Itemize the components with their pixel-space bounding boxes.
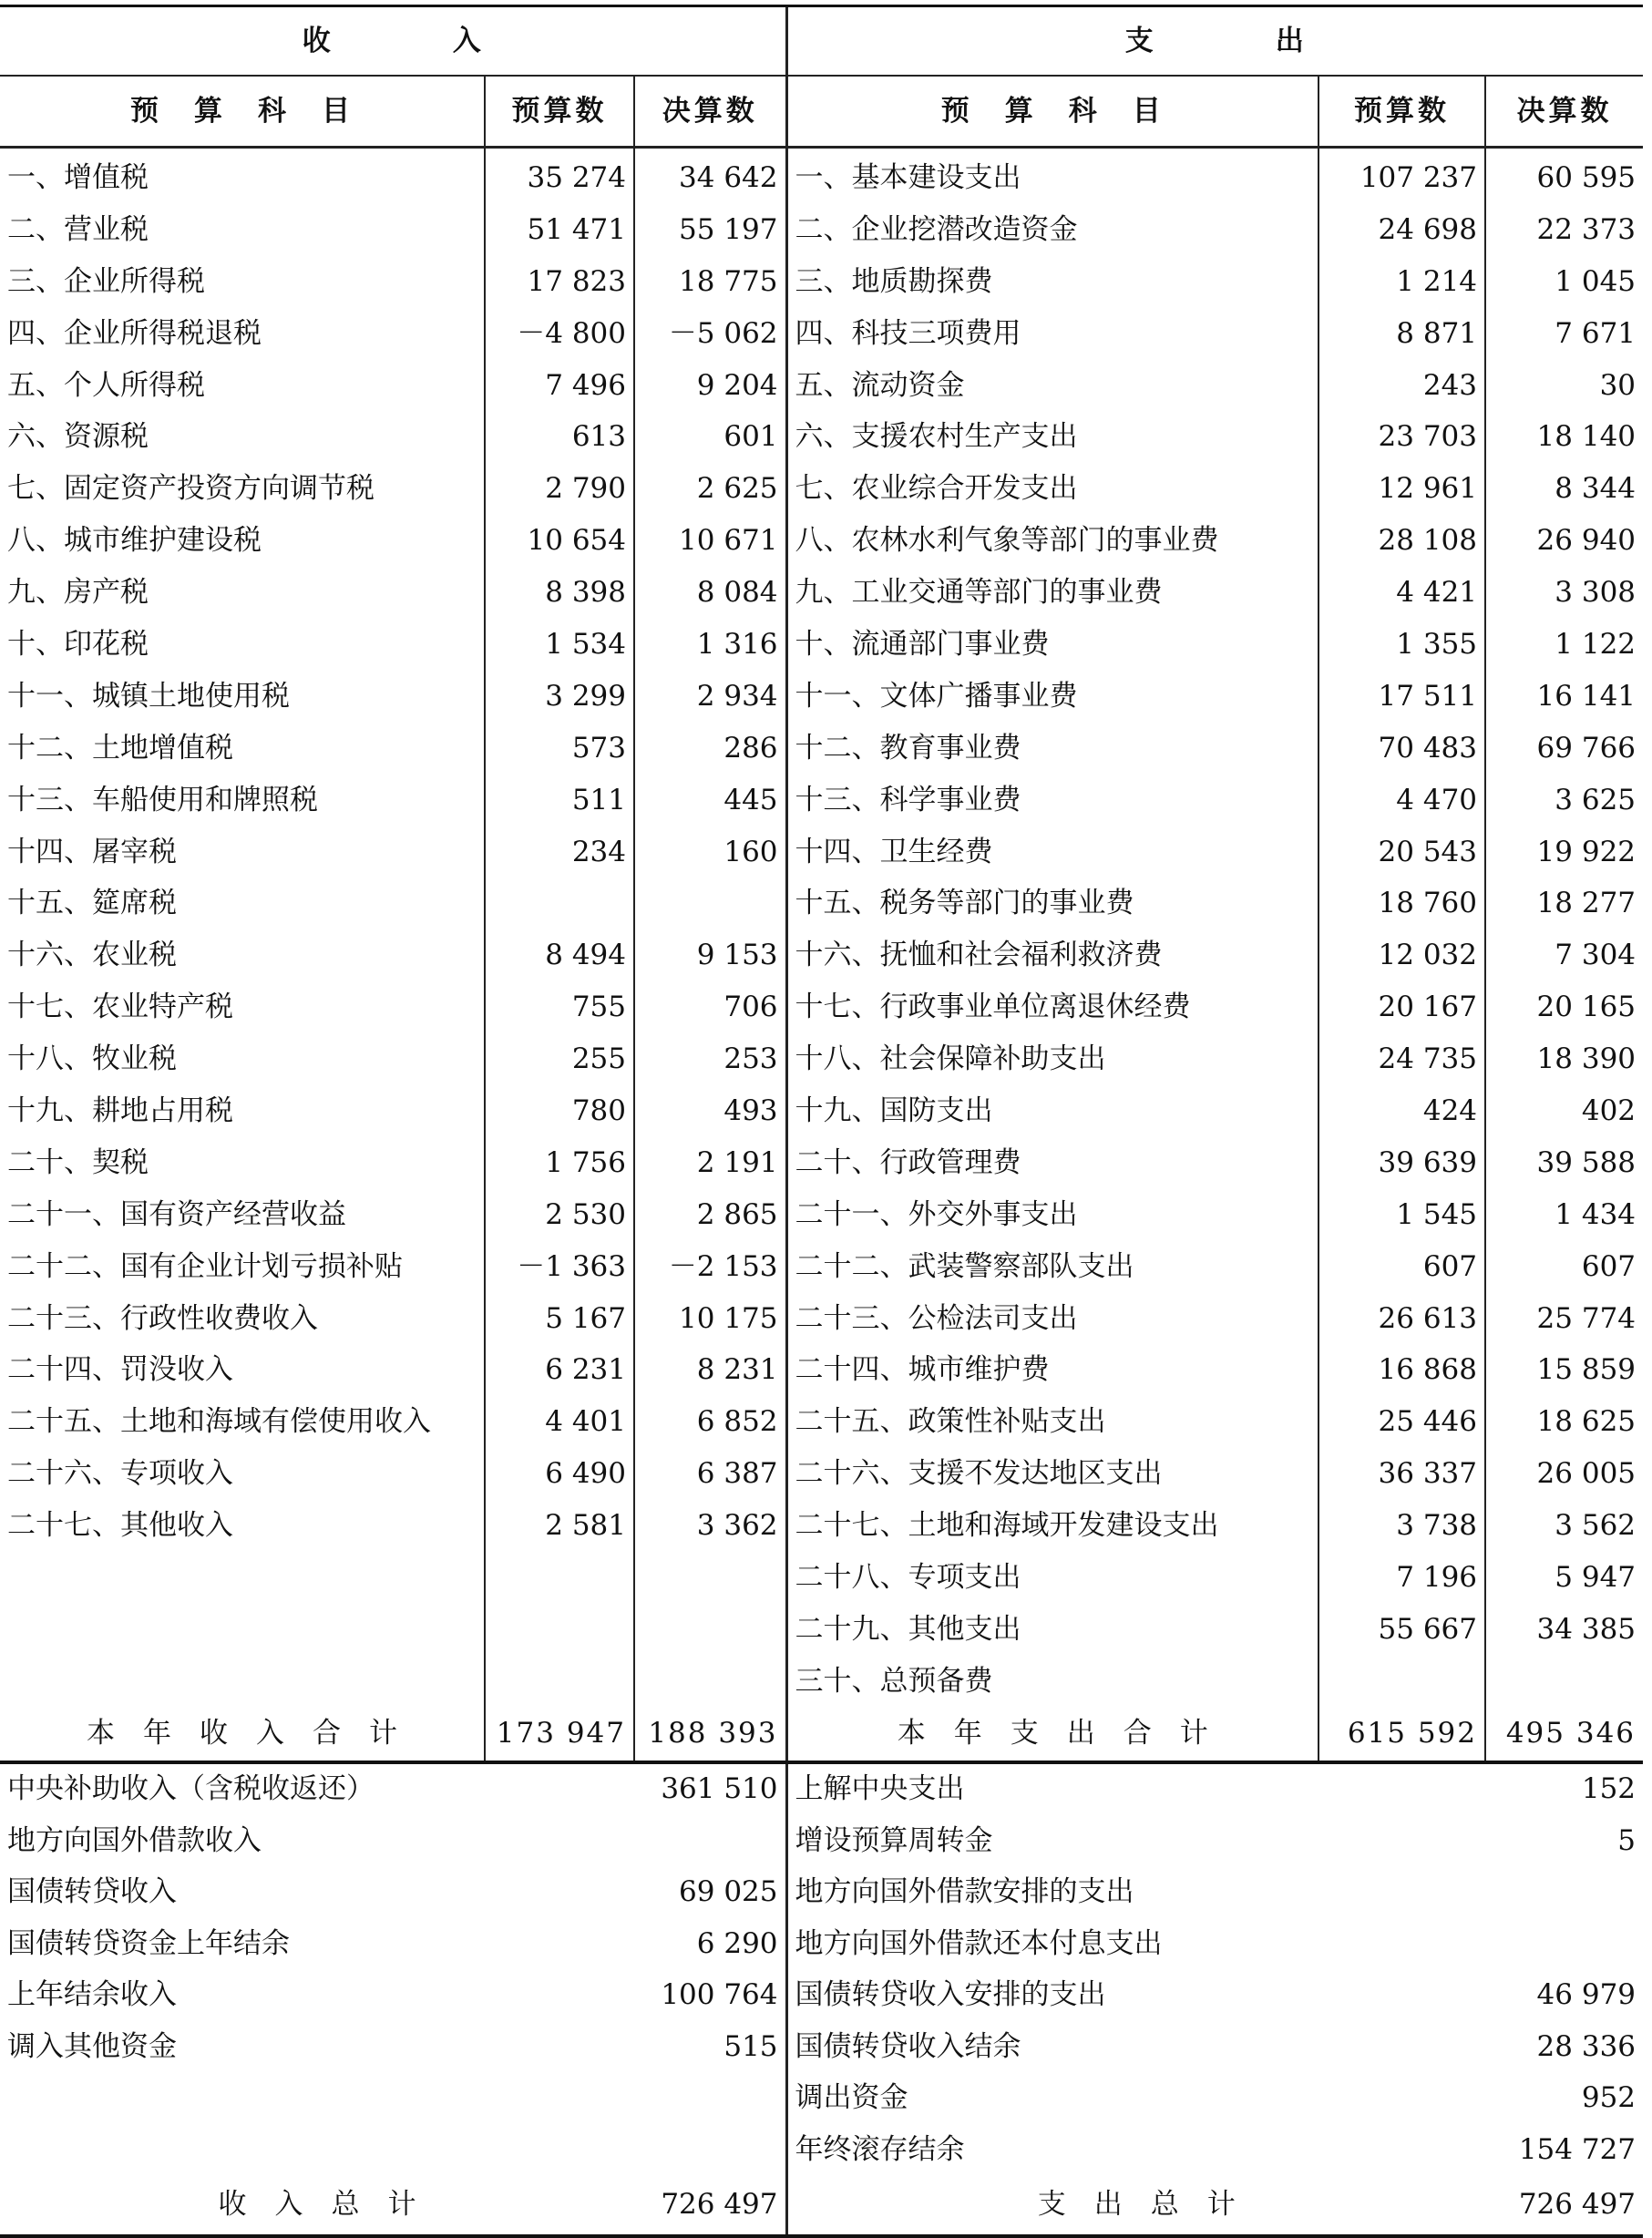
extra-expense-name: 地方向国外借款还本付息支出 <box>786 1918 1485 1970</box>
expense-item-budget: 4 470 <box>1319 775 1485 826</box>
income-item-name: 十八、牧业税 <box>7 1042 177 1076</box>
income-item-budget: 8 494 <box>485 929 634 981</box>
income-item-name: 十三、车船使用和牌照税 <box>7 783 318 816</box>
income-item-budget: 6 490 <box>485 1448 634 1500</box>
expense-item-budget: 17 511 <box>1319 671 1485 723</box>
expense-item-final: 8 344 <box>1485 463 1643 515</box>
table-row <box>0 1867 1643 1919</box>
expense-item-budget: 20 543 <box>1319 826 1485 878</box>
expense-item-budget: 424 <box>1319 1085 1485 1137</box>
income-item-budget: 573 <box>485 723 634 775</box>
expense-item-final: 3 562 <box>1485 1500 1643 1552</box>
income-section-title: 收 入 <box>0 6 786 77</box>
expense-item-name: 九、工业交通等部门的事业费 <box>786 567 1319 619</box>
extra-expense-name: 年终滚存结余 <box>786 2124 1485 2176</box>
expense-item-final: 607 <box>1485 1241 1643 1293</box>
table-row <box>0 1396 1643 1448</box>
extra-expense-name: 调出资金 <box>786 2073 1485 2125</box>
income-item-budget: 2 530 <box>485 1189 634 1241</box>
income-item-name: 二十一、国有资产经营收益 <box>7 1197 346 1231</box>
table-row <box>0 1656 1643 1708</box>
extra-income-value <box>634 2124 786 2176</box>
table-row <box>0 1604 1643 1656</box>
expense-item-final: 18 390 <box>1485 1033 1643 1085</box>
income-item-budget: 17 823 <box>485 256 634 308</box>
expense-item-final: 3 625 <box>1485 775 1643 826</box>
expense-item-name: 二十三、公检法司支出 <box>786 1293 1319 1345</box>
extra-income-name: 国债转贷资金上年结余 <box>7 1926 290 1960</box>
extra-income-name <box>0 2124 634 2176</box>
expense-item-budget: 55 667 <box>1319 1604 1485 1656</box>
income-item-name: 十二、土地增值税 <box>7 731 233 765</box>
extra-income-value: 6 290 <box>696 1926 778 1960</box>
expense-item-name: 三、地质勘探费 <box>786 256 1319 308</box>
section-header-row <box>0 6 1643 77</box>
table-row <box>0 671 1643 723</box>
income-item-budget: 7 496 <box>485 360 634 412</box>
expense-item-final: 18 625 <box>1485 1396 1643 1448</box>
income-item-final: 286 <box>634 723 786 775</box>
extra-expense-value: 152 <box>1581 1772 1637 1806</box>
expense-item-budget: 1 545 <box>1319 1189 1485 1241</box>
income-item-budget: 780 <box>485 1085 634 1137</box>
income-item-final: 10 671 <box>634 515 786 567</box>
expense-item-final: 15 859 <box>1485 1344 1643 1396</box>
extra-income-value: 100 764 <box>661 1978 778 2012</box>
income-item-name: 十一、城镇土地使用税 <box>7 679 290 713</box>
extra-income-name: 地方向国外借款收入 <box>7 1823 262 1857</box>
table-row <box>0 204 1643 256</box>
income-item-final: 8 084 <box>634 567 786 619</box>
expense-item-budget: 18 760 <box>1319 878 1485 929</box>
table-row <box>0 929 1643 981</box>
income-item-budget: 2 581 <box>485 1500 634 1552</box>
table-row <box>0 567 1643 619</box>
extra-income-value: 515 <box>723 2029 778 2063</box>
income-item-budget: －1 363 <box>485 1241 634 1293</box>
table-row <box>0 1241 1643 1293</box>
expense-item-budget: 3 738 <box>1319 1500 1485 1552</box>
income-item-final: 6 852 <box>634 1396 786 1448</box>
income-item-name: 二十七、其他收入 <box>7 1509 233 1543</box>
table-row <box>0 1189 1643 1241</box>
expense-item-name: 十七、行政事业单位离退休经费 <box>786 981 1319 1033</box>
expense-item-name: 二十四、城市维护费 <box>786 1344 1319 1396</box>
extra-expense-value: 952 <box>1581 2081 1637 2115</box>
expense-budget-header: 预算数 <box>1319 76 1485 148</box>
expense-item-final: 39 588 <box>1485 1137 1643 1189</box>
expense-item-name: 一、基本建设支出 <box>786 148 1319 204</box>
expense-subject-header: 预 算 科 目 <box>786 76 1319 148</box>
income-item-budget: 5 167 <box>485 1293 634 1345</box>
income-subtotal-budget: 173 947 <box>485 1708 634 1762</box>
expense-item-final <box>1485 1656 1643 1708</box>
expense-item-budget: 28 108 <box>1319 515 1485 567</box>
table-row <box>0 826 1643 878</box>
table-row <box>0 981 1643 1033</box>
income-item-name <box>0 1604 485 1656</box>
income-item-name: 二、营业税 <box>7 212 149 246</box>
income-subject-header: 预 算 科 目 <box>0 76 485 148</box>
income-item-final: 10 175 <box>634 1293 786 1345</box>
expense-item-final: 22 373 <box>1485 204 1643 256</box>
table-row <box>0 723 1643 775</box>
income-item-budget: 1 756 <box>485 1137 634 1189</box>
expense-item-name: 二、企业挖潜改造资金 <box>786 204 1319 256</box>
income-item-final: 2 934 <box>634 671 786 723</box>
expense-item-budget: 36 337 <box>1319 1448 1485 1500</box>
extra-income-name: 国债转贷收入 <box>7 1875 177 1909</box>
extra-income-value: 361 510 <box>661 1772 778 1806</box>
extra-income-name: 上年结余收入 <box>7 1978 177 2012</box>
income-item-name: 六、资源税 <box>7 420 149 454</box>
income-item-name: 二十三、行政性收费收入 <box>7 1301 318 1335</box>
expense-item-budget: 12 961 <box>1319 463 1485 515</box>
income-item-final: －2 153 <box>634 1241 786 1293</box>
table-row <box>0 1344 1643 1396</box>
table-row <box>0 148 1643 204</box>
table-row <box>0 2073 1643 2125</box>
table-row <box>0 463 1643 515</box>
income-item-final: 9 153 <box>634 929 786 981</box>
income-item-name: 十九、耕地占用税 <box>7 1093 233 1127</box>
income-item-final: 1 316 <box>634 619 786 671</box>
expense-grand-total-label: 支 出 总 计 <box>786 2176 1485 2236</box>
income-item-budget: 613 <box>485 411 634 463</box>
extra-expense-value: 5 <box>1617 1823 1637 1857</box>
subtotal-row <box>0 1708 1643 1762</box>
expense-item-final: 26 940 <box>1485 515 1643 567</box>
expense-item-budget: 16 868 <box>1319 1344 1485 1396</box>
table-row <box>0 1552 1643 1604</box>
income-item-budget: 51 471 <box>485 204 634 256</box>
income-item-name: 十、印花税 <box>7 627 149 661</box>
expense-item-final: 7 304 <box>1485 929 1643 981</box>
expense-item-budget: 607 <box>1319 1241 1485 1293</box>
expense-item-name: 十二、教育事业费 <box>786 723 1319 775</box>
expense-item-name: 二十六、支援不发达地区支出 <box>786 1448 1319 1500</box>
income-item-name: 二十五、土地和海域有偿使用收入 <box>7 1405 431 1439</box>
expense-item-budget: 7 196 <box>1319 1552 1485 1604</box>
table-row <box>0 619 1643 671</box>
income-item-final: 2 625 <box>634 463 786 515</box>
expense-item-final: 3 308 <box>1485 567 1643 619</box>
table-row <box>0 1970 1643 2022</box>
expense-item-name: 十、流通部门事业费 <box>786 619 1319 671</box>
income-item-final <box>634 878 786 929</box>
table-row <box>0 256 1643 308</box>
expense-item-final: 34 385 <box>1485 1604 1643 1656</box>
extra-expense-value: 28 336 <box>1536 2029 1637 2063</box>
income-item-budget: 755 <box>485 981 634 1033</box>
table-row <box>0 1137 1643 1189</box>
expense-item-final: 402 <box>1485 1085 1643 1137</box>
income-item-final: 160 <box>634 826 786 878</box>
income-item-name: 二十六、专项收入 <box>7 1457 233 1491</box>
expense-item-budget: 39 639 <box>1319 1137 1485 1189</box>
income-item-name: 五、个人所得税 <box>7 368 205 402</box>
income-item-final: 6 387 <box>634 1448 786 1500</box>
expense-item-name: 八、农林水利气象等部门的事业费 <box>786 515 1319 567</box>
extra-income-name <box>0 2073 634 2125</box>
expense-item-name: 三十、总预备费 <box>786 1656 1319 1708</box>
table-row <box>0 1918 1643 1970</box>
income-item-final: 253 <box>634 1033 786 1085</box>
expense-item-name: 二十五、政策性补贴支出 <box>786 1396 1319 1448</box>
expense-item-budget: 24 698 <box>1319 204 1485 256</box>
income-item-final: 55 197 <box>634 204 786 256</box>
expense-grand-total-value: 726 497 <box>1485 2176 1643 2236</box>
table-row <box>0 1293 1643 1345</box>
expense-item-final: 1 434 <box>1485 1189 1643 1241</box>
table-row <box>0 878 1643 929</box>
expense-item-final: 16 141 <box>1485 671 1643 723</box>
table-row <box>0 515 1643 567</box>
income-item-name <box>0 1552 485 1604</box>
expense-item-final: 18 277 <box>1485 878 1643 929</box>
income-item-name: 十六、农业税 <box>7 939 177 972</box>
expense-item-budget: 26 613 <box>1319 1293 1485 1345</box>
table-row <box>0 360 1643 412</box>
income-item-name: 七、固定资产投资方向调节税 <box>7 472 375 506</box>
expense-item-final: 5 947 <box>1485 1552 1643 1604</box>
expense-item-final: 18 140 <box>1485 411 1643 463</box>
table-row <box>0 1448 1643 1500</box>
grand-total-row <box>0 2176 1643 2236</box>
expense-item-name: 十六、抚恤和社会福利救济费 <box>786 929 1319 981</box>
expense-item-name: 二十一、外交外事支出 <box>786 1189 1319 1241</box>
income-item-final: 2 865 <box>634 1189 786 1241</box>
income-item-final: 3 362 <box>634 1500 786 1552</box>
income-item-final: 445 <box>634 775 786 826</box>
income-grand-total-label: 收 入 总 计 <box>0 2176 634 2236</box>
income-item-budget: 1 534 <box>485 619 634 671</box>
income-item-final: 34 642 <box>634 148 786 204</box>
income-item-budget: 35 274 <box>485 148 634 204</box>
income-item-budget <box>485 1604 634 1656</box>
income-item-final <box>634 1552 786 1604</box>
budget-table <box>0 5 1643 2238</box>
table-row <box>0 2021 1643 2073</box>
expense-item-budget: 107 237 <box>1319 148 1485 204</box>
income-item-name: 十七、农业特产税 <box>7 991 233 1024</box>
expense-subtotal-label: 本 年 支 出 合 计 <box>786 1708 1319 1762</box>
income-final-header: 决算数 <box>634 76 786 148</box>
expense-item-final: 26 005 <box>1485 1448 1643 1500</box>
extra-expense-name: 增设预算周转金 <box>786 1815 1485 1867</box>
income-item-budget: 234 <box>485 826 634 878</box>
income-item-budget: －4 800 <box>485 308 634 360</box>
extra-expense-value: 46 979 <box>1536 1978 1637 2012</box>
income-item-budget: 511 <box>485 775 634 826</box>
income-item-budget: 6 231 <box>485 1344 634 1396</box>
table-row <box>0 1762 1643 1816</box>
income-item-name: 九、房产税 <box>7 576 149 610</box>
expense-item-budget <box>1319 1656 1485 1708</box>
expense-item-final: 20 165 <box>1485 981 1643 1033</box>
income-item-budget: 3 299 <box>485 671 634 723</box>
extra-income-value <box>634 2073 786 2125</box>
expense-item-name: 六、支援农村生产支出 <box>786 411 1319 463</box>
expense-subtotal-final: 495 346 <box>1485 1708 1643 1762</box>
extra-income-value: 69 025 <box>679 1875 778 1909</box>
income-item-budget: 10 654 <box>485 515 634 567</box>
expense-item-final: 7 671 <box>1485 308 1643 360</box>
income-item-budget <box>485 878 634 929</box>
expense-item-name: 二十八、专项支出 <box>786 1552 1319 1604</box>
expense-item-name: 二十九、其他支出 <box>786 1604 1319 1656</box>
expense-item-name: 五、流动资金 <box>786 360 1319 412</box>
income-item-final: 2 191 <box>634 1137 786 1189</box>
expense-item-final: 30 <box>1485 360 1643 412</box>
column-header-row <box>0 76 1643 148</box>
expense-final-header: 决算数 <box>1485 76 1643 148</box>
income-item-name: 三、企业所得税 <box>7 264 205 298</box>
income-item-final: 706 <box>634 981 786 1033</box>
expense-item-name: 十四、卫生经费 <box>786 826 1319 878</box>
income-item-final: 601 <box>634 411 786 463</box>
extra-expense-name: 上解中央支出 <box>786 1762 1485 1816</box>
expense-item-budget: 4 421 <box>1319 567 1485 619</box>
expense-subtotal-budget: 615 592 <box>1319 1708 1485 1762</box>
expense-item-budget: 1 214 <box>1319 256 1485 308</box>
table-row <box>0 1033 1643 1085</box>
table-row <box>0 308 1643 360</box>
income-item-budget: 4 401 <box>485 1396 634 1448</box>
expense-item-final: 19 922 <box>1485 826 1643 878</box>
expense-section-title: 支 出 <box>786 6 1643 77</box>
table-row <box>0 1085 1643 1137</box>
income-item-final <box>634 1656 786 1708</box>
income-item-final: 9 204 <box>634 360 786 412</box>
table-row <box>0 1815 1643 1867</box>
income-grand-total-value: 726 497 <box>634 2176 786 2236</box>
extra-expense-name: 国债转贷收入结余 <box>786 2021 1485 2073</box>
income-item-name: 八、城市维护建设税 <box>7 524 262 558</box>
income-subtotal-final: 188 393 <box>634 1708 786 1762</box>
expense-item-budget: 1 355 <box>1319 619 1485 671</box>
table-row <box>0 411 1643 463</box>
expense-item-name: 四、科技三项费用 <box>786 308 1319 360</box>
income-item-budget: 2 790 <box>485 463 634 515</box>
income-item-budget: 255 <box>485 1033 634 1085</box>
extra-income-value <box>634 1815 786 1867</box>
expense-item-name: 十三、科学事业费 <box>786 775 1319 826</box>
extra-income-name: 中央补助收入（含税收返还） <box>7 1772 375 1806</box>
extra-expense-value: 154 727 <box>1518 2132 1637 2166</box>
expense-item-name: 十八、社会保障补助支出 <box>786 1033 1319 1085</box>
income-budget-header: 预算数 <box>485 76 634 148</box>
expense-item-final: 69 766 <box>1485 723 1643 775</box>
expense-item-budget: 25 446 <box>1319 1396 1485 1448</box>
income-item-name: 一、增值税 <box>7 160 149 194</box>
extra-expense-name: 国债转贷收入安排的支出 <box>786 1970 1485 2022</box>
expense-item-name: 十九、国防支出 <box>786 1085 1319 1137</box>
income-subtotal-label: 本 年 收 入 合 计 <box>0 1708 485 1762</box>
income-item-budget <box>485 1552 634 1604</box>
income-item-name: 四、企业所得税退税 <box>7 316 262 350</box>
expense-item-name: 十一、文体广播事业费 <box>786 671 1319 723</box>
income-item-name <box>0 1656 485 1708</box>
expense-item-budget: 20 167 <box>1319 981 1485 1033</box>
expense-item-final: 60 595 <box>1485 148 1643 204</box>
income-item-final: －5 062 <box>634 308 786 360</box>
income-item-final <box>634 1604 786 1656</box>
extra-expense-value <box>1485 1867 1643 1919</box>
expense-item-budget: 23 703 <box>1319 411 1485 463</box>
expense-item-name: 七、农业综合开发支出 <box>786 463 1319 515</box>
expense-item-final: 1 045 <box>1485 256 1643 308</box>
expense-item-name: 十五、税务等部门的事业费 <box>786 878 1319 929</box>
table-row <box>0 1500 1643 1552</box>
income-item-name: 二十四、罚没收入 <box>7 1353 233 1387</box>
expense-item-budget: 8 871 <box>1319 308 1485 360</box>
extra-expense-value <box>1485 1918 1643 1970</box>
expense-item-name: 二十二、武装警察部队支出 <box>786 1241 1319 1293</box>
expense-item-budget: 12 032 <box>1319 929 1485 981</box>
income-item-budget: 8 398 <box>485 567 634 619</box>
expense-item-budget: 243 <box>1319 360 1485 412</box>
income-item-budget <box>485 1656 634 1708</box>
income-item-name: 二十二、国有企业计划亏损补贴 <box>7 1249 403 1283</box>
expense-item-budget: 70 483 <box>1319 723 1485 775</box>
table-row <box>0 2124 1643 2176</box>
income-item-final: 493 <box>634 1085 786 1137</box>
expense-item-name: 二十、行政管理费 <box>786 1137 1319 1189</box>
table-row <box>0 775 1643 826</box>
extra-income-name: 调入其他资金 <box>7 2029 177 2063</box>
expense-item-final: 25 774 <box>1485 1293 1643 1345</box>
income-item-name: 十四、屠宰税 <box>7 835 177 868</box>
income-item-final: 18 775 <box>634 256 786 308</box>
income-item-name: 十五、筵席税 <box>7 887 177 920</box>
extra-expense-name: 地方向国外借款安排的支出 <box>786 1867 1485 1919</box>
income-item-final: 8 231 <box>634 1344 786 1396</box>
expense-item-final: 1 122 <box>1485 619 1643 671</box>
income-item-name: 二十、契税 <box>7 1145 149 1179</box>
expense-item-budget: 24 735 <box>1319 1033 1485 1085</box>
expense-item-name: 二十七、土地和海域开发建设支出 <box>786 1500 1319 1552</box>
